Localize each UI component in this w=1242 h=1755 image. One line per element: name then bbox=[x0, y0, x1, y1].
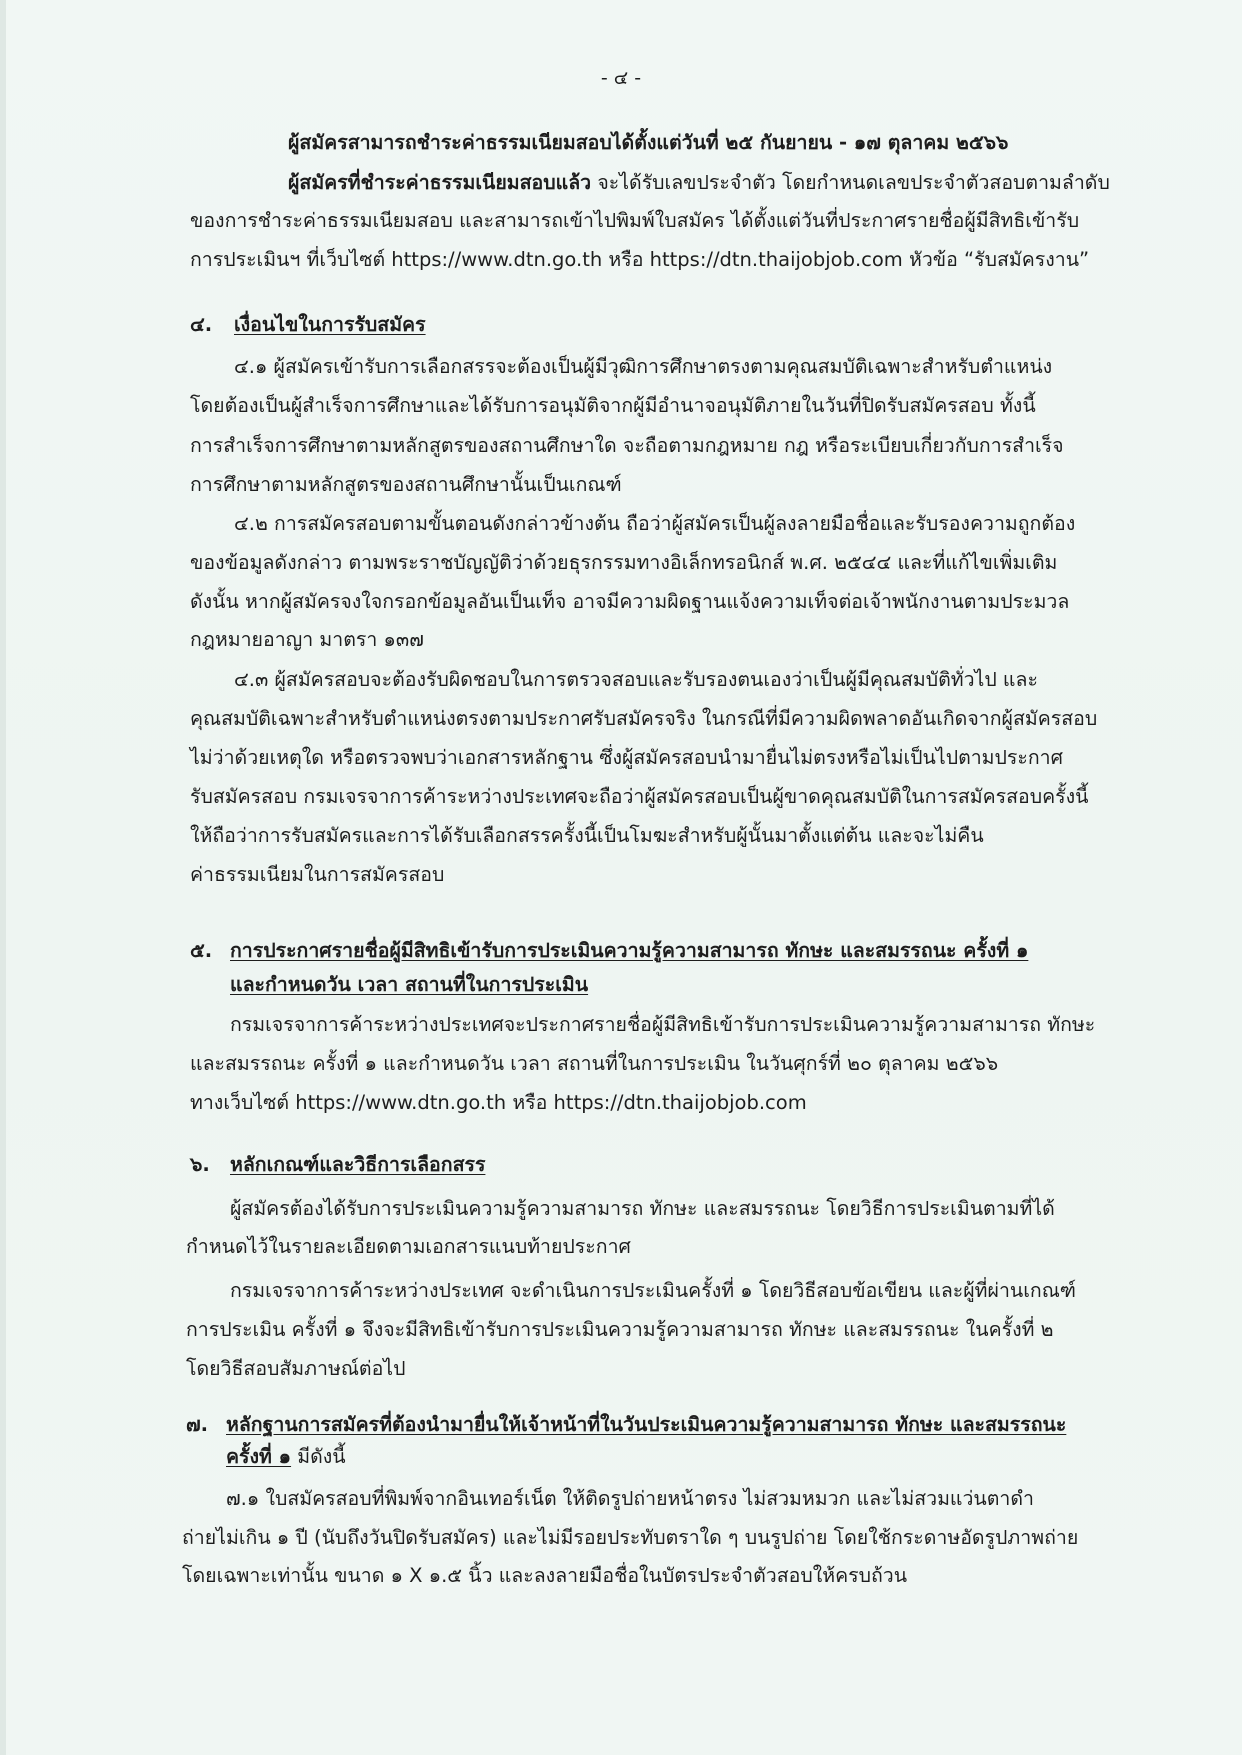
intro-line-2 bbox=[288, 168, 1110, 198]
section-4-3-line: ค่าธรรมเนียมในการสมัครสอบ bbox=[190, 863, 445, 886]
section-4-1-line: ๔.๑ ผู้สมัครเข้ารับการเลือกสรรจะต้องเป็นผู้มีวุฒิการศึกษาตรงตามคุณสมบัติเฉพาะสำหรับตำแหน่ง bbox=[234, 355, 1053, 378]
section-4-1-line: การศึกษาตามหลักสูตรของสถานศึกษานั้นเป็นเกณฑ์ bbox=[190, 473, 622, 496]
scan-edge bbox=[0, 0, 6, 1755]
section-7-1-line: ถ่ายไม่เกิน ๑ ปี (นับถึงวันปิดรับสมัคร) และไม่มีรอยประทับตราใด ๆ บนรูปถ่าย โดยใช้กระดาษอัดรูปภาพถ่าย bbox=[182, 1526, 1079, 1549]
section-5-heading-line-1: การประกาศรายชื่อผู้มีสิทธิเข้ารับการประเมินความรู้ความสามารถ ทักษะ และสมรรถนะ ครั้งที่ ๑ bbox=[230, 939, 1029, 962]
section-7-heading-line-1: หลักฐานการสมัครที่ต้องนำมายื่นให้เจ้าหน้าที่ในวันประเมินความรู้ความสามารถ ทักษะ และสมรรถนะ bbox=[226, 1413, 1067, 1436]
section-5-body-line: ทางเว็บไซต์ https://www.dtn.go.th หรือ https://dtn.thaijobjob.com bbox=[190, 1091, 807, 1114]
section-6-number: ๖. bbox=[190, 1153, 210, 1176]
section-7-heading-line-2-underlined: ครั้งที่ ๑ bbox=[226, 1445, 292, 1468]
section-5-body-line: และสมรรถนะ ครั้งที่ ๑ และกำหนดวัน เวลา สถานที่ในการประเมิน ในวันศุกร์ที่ ๒๐ ตุลาคม ๒๕๖๖ bbox=[190, 1052, 999, 1075]
intro-line-3: ของการชำระค่าธรรมเนียมสอบ และสามารถเข้าไปพิมพ์ใบสมัคร ได้ตั้งแต่วันที่ประกาศรายชื่อผู้มีสิทธิเข้ารับ bbox=[190, 209, 1080, 232]
section-7-number: ๗. bbox=[186, 1413, 209, 1436]
intro-line-4: การประเมินฯ ที่เว็บไซต์ https://www.dtn.go.th หรือ https://dtn.thaijobjob.com หัวข้อ “รับสมัครงาน” bbox=[190, 248, 1090, 271]
section-6-para-1-line: ผู้สมัครต้องได้รับการประเมินความรู้ความสามารถ ทักษะ และสมรรถนะ โดยวิธีการประเมินตามที่ได้ bbox=[230, 1197, 1055, 1220]
section-7-1-line: โดยเฉพาะเท่านั้น ขนาด ๑ X ๑.๕ นิ้ว และลงลายมือชื่อในบัตรประจำตัวสอบให้ครบถ้วน bbox=[182, 1564, 908, 1587]
intro-line-2-bold: ผู้สมัครที่ชำระค่าธรรมเนียมสอบแล้ว bbox=[288, 171, 592, 194]
section-7-heading-line-2-rest: มีดังนี้ bbox=[291, 1445, 346, 1468]
section-4-3-line: คุณสมบัติเฉพาะสำหรับตำแหน่งตรงตามประกาศรับสมัครจริง ในกรณีที่มีความผิดพลาดอันเกิดจากผู้สมัครสอบ bbox=[190, 707, 1098, 730]
section-6-para-1-line: กำหนดไว้ในรายละเอียดตามเอกสารแนบท้ายประกาศ bbox=[186, 1235, 631, 1258]
section-7-heading-line-2 bbox=[226, 1442, 346, 1472]
section-4-heading: เงื่อนไขในการรับสมัคร bbox=[234, 313, 426, 336]
section-4-2-line: กฎหมายอาญา มาตรา ๑๓๗ bbox=[190, 628, 424, 651]
section-6-para-2-line: การประเมิน ครั้งที่ ๑ จึงจะมีสิทธิเข้ารับการประเมินความรู้ความสามารถ ทักษะ และสมรรถนะ ในครั้งที่ ๒ bbox=[186, 1318, 1054, 1341]
section-6-heading: หลักเกณฑ์และวิธีการเลือกสรร bbox=[230, 1153, 486, 1176]
section-4-number: ๔. bbox=[190, 313, 213, 336]
section-4-3-line: ๔.๓ ผู้สมัครสอบจะต้องรับผิดชอบในการตรวจสอบและรับรองตนเองว่าเป็นผู้มีคุณสมบัติทั่วไป และ bbox=[234, 668, 1038, 691]
section-4-3-line: รับสมัครสอบ กรมเจรจาการค้าระหว่างประเทศจะถือว่าผู้สมัครสอบเป็นผู้ขาดคุณสมบัติในการสมัครสอบครั้งนี้ bbox=[190, 785, 1089, 808]
section-5-body-line: กรมเจรจาการค้าระหว่างประเทศจะประกาศรายชื่อผู้มีสิทธิเข้ารับการประเมินความรู้ความสามารถ ทักษะ bbox=[230, 1013, 1096, 1036]
intro-line-2-rest: จะได้รับเลขประจำตัว โดยกำหนดเลขประจำตัวสอบตามลำดับ bbox=[591, 171, 1110, 194]
section-6-para-2-line: โดยวิธีสอบสัมภาษณ์ต่อไป bbox=[186, 1357, 406, 1380]
section-7-1-line: ๗.๑ ใบสมัครสอบที่พิมพ์จากอินเทอร์เน็ต ให้ติดรูปถ่ายหน้าตรง ไม่สวมหมวก และไม่สวมแว่นตาดำ bbox=[226, 1487, 1034, 1510]
page-number: - ๔ - bbox=[600, 67, 642, 89]
section-4-1-line: โดยต้องเป็นผู้สำเร็จการศึกษาและได้รับการอนุมัติจากผู้มีอำนาจอนุมัติภายในวันที่ปิดรับสมัครสอบ ทั้งนี้ bbox=[190, 394, 1036, 417]
section-5-number: ๕. bbox=[190, 939, 213, 962]
section-4-3-line: ให้ถือว่าการรับสมัครและการได้รับเลือกสรรครั้งนี้เป็นโมฆะสำหรับผู้นั้นมาตั้งแต่ต้น และจะไม่คืน bbox=[190, 824, 984, 847]
section-5-heading-line-2: และกำหนดวัน เวลา สถานที่ในการประเมิน bbox=[230, 973, 589, 996]
section-4-1-line: การสำเร็จการศึกษาตามหลักสูตรของสถานศึกษาใด จะถือตามกฎหมาย กฎ หรือระเบียบเกี่ยวกับการสำเร็จ bbox=[190, 434, 1064, 457]
intro-line-1: ผู้สมัครสามารถชำระค่าธรรมเนียมสอบได้ตั้งแต่วันที่ ๒๕ กันยายน - ๑๗ ตุลาคม ๒๕๖๖ bbox=[288, 131, 1009, 154]
section-4-3-line: ไม่ว่าด้วยเหตุใด หรือตรวจพบว่าเอกสารหลักฐาน ซึ่งผู้สมัครสอบนำมายื่นไม่ตรงหรือไม่เป็นไปตามประกาศ bbox=[190, 746, 1063, 769]
section-4-2-line: ของข้อมูลดังกล่าว ตามพระราชบัญญัติว่าด้วยธุรกรรมทางอิเล็กทรอนิกส์ พ.ศ. ๒๕๔๔ และที่แก้ไขเพิ่มเติม bbox=[190, 551, 1058, 574]
section-6-para-2-line: กรมเจรจาการค้าระหว่างประเทศ จะดำเนินการประเมินครั้งที่ ๑ โดยวิธีสอบข้อเขียน และผู้ที่ผ่านเกณฑ์ bbox=[230, 1279, 1076, 1302]
section-4-2-line: ดังนั้น หากผู้สมัครจงใจกรอกข้อมูลอันเป็นเท็จ อาจมีความผิดฐานแจ้งความเท็จต่อเจ้าพนักงานตามประมวล bbox=[190, 590, 1070, 613]
section-4-2-line: ๔.๒ การสมัครสอบตามขั้นตอนดังกล่าวข้างต้น ถือว่าผู้สมัครเป็นผู้ลงลายมือชื่อและรับรองความถูกต้อง bbox=[234, 512, 1076, 535]
